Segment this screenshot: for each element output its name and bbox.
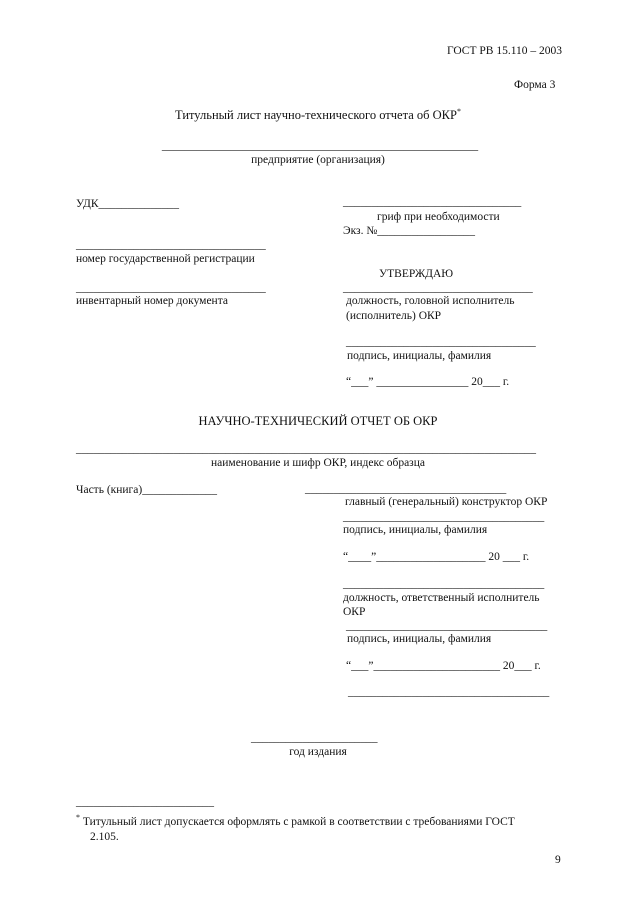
page-number: 9 (555, 854, 561, 866)
title-line (175, 108, 461, 122)
copy-number-field: Экз. №_________________ (343, 225, 476, 237)
udk-field: УДК______________ (76, 198, 179, 210)
approval-heading: УТВЕРЖДАЮ (379, 268, 454, 280)
approval-date: “___” ________________ 20___ г. (346, 376, 510, 388)
approval-position-caption-2: (исполнитель) ОКР (346, 310, 442, 322)
report-name-line: ________________________________________________________________________________ (76, 443, 536, 455)
responsible-position-caption: должность, ответственный исполнитель (343, 592, 540, 604)
organization-line: _______________________________________________________ (161, 140, 479, 152)
responsible-extra-line: ___________________________________ (348, 686, 550, 698)
registration-line: _________________________________ (76, 239, 266, 251)
chief-signature-line: ___________________________________ (343, 511, 545, 523)
chief-top-line: ___________________________________ (305, 483, 507, 495)
footnote-text-2: 2.105. (90, 831, 119, 843)
footnote-mark: * (76, 813, 80, 823)
responsible-signature-line: ___________________________________ (346, 620, 548, 632)
chief-signature-caption: подпись, инициалы, фамилия (343, 524, 488, 536)
title-footnote-mark: * (456, 106, 461, 116)
footnote-separator: ________________________ (76, 796, 214, 808)
secrecy-caption: гриф при необходимости (377, 211, 500, 223)
inventory-caption: инвентарный номер документа (76, 295, 228, 307)
organization-caption: предприятие (организация) (251, 154, 385, 166)
responsible-date: “___”______________________ 20___ г. (346, 660, 541, 672)
publication-line: ______________________ (251, 732, 378, 744)
approval-signature-caption: подпись, инициалы, фамилия (347, 350, 492, 362)
publication-caption: год издания (289, 746, 347, 758)
chief-caption: главный (генеральный) конструктор ОКР (345, 496, 548, 508)
approval-position-line: _________________________________ (343, 282, 533, 294)
chief-date: “____”___________________ 20 ___ г. (343, 551, 530, 563)
approval-position-caption: должность, головной исполнитель (346, 295, 515, 307)
responsible-signature-caption: подпись, инициалы, фамилия (347, 633, 492, 645)
footnote-text: Титульный лист допускается оформлять с рамкой в соответствии с требованиями ГОСТ (82, 816, 515, 828)
standard-number: ГОСТ РВ 15.110 – 2003 (447, 45, 563, 57)
report-name-caption: наименование и шифр ОКР, индекс образца (211, 457, 425, 469)
inventory-line: _________________________________ (76, 282, 266, 294)
report-heading: НАУЧНО-ТЕХНИЧЕСКИЙ ОТЧЕТ ОБ ОКР (198, 414, 438, 428)
form-label: Форма 3 (514, 79, 556, 91)
registration-caption: номер государственной регистрации (76, 253, 255, 265)
secrecy-line: _______________________________ (343, 196, 522, 208)
responsible-position-caption-2: ОКР (343, 606, 366, 618)
footnote-line (76, 815, 515, 829)
approval-signature-line: _________________________________ (346, 336, 536, 348)
responsible-position-line: ___________________________________ (343, 578, 545, 590)
part-field: Часть (книга)_____________ (76, 484, 217, 496)
page-title: Титульный лист научно-технического отчета об ОКР (175, 108, 457, 122)
